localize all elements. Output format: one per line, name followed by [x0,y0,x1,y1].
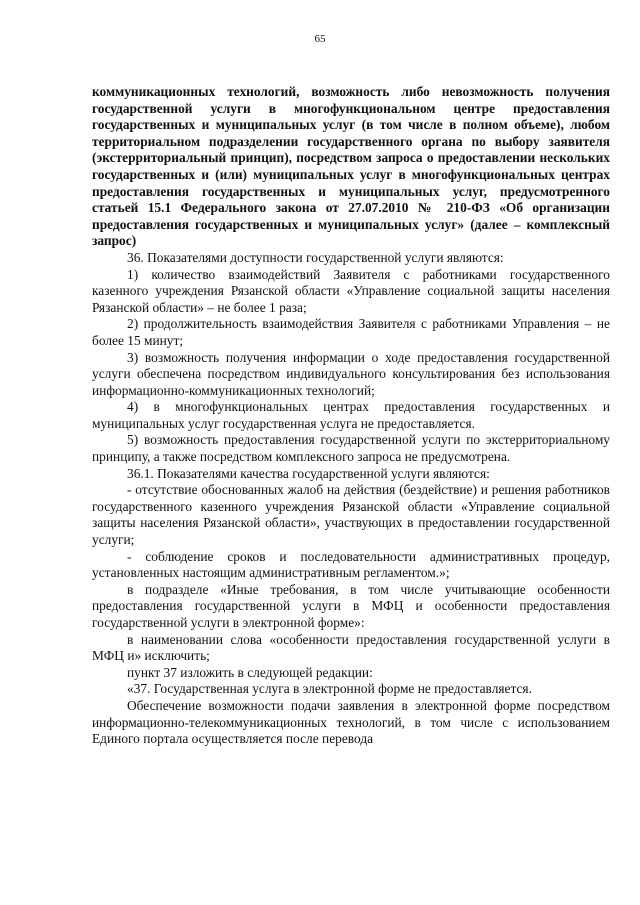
quality-item-2: - соблюдение сроков и последовательности административных процедур, установленных настоящим административным регламентом.»; [92,548,610,581]
electronic-form-paragraph: Обеспечение возможности подачи заявления в электронной форме посредством информационно-телекоммуникационных технологий, в том числе с использованием Единого портала осуществляется после перевода [92,697,610,747]
list-item-1: 1) количество взаимодействий Заявителя с работниками государственного казенного учреждения Рязанской области «Управление социальной защиты населения Рязанской области» – не более 1 раза; [92,266,610,315]
list-item-2: 2) продолжительность взаимодействия Заявителя с работниками Управления – не более 15 минут; [92,316,610,348]
point-37-text: «37. Государственная услуга в электронной форме не предоставляется. [127,681,532,697]
amendment-name: в наименовании слова «особенности предоставления государственной услуги в МФЦ и» исключить; [92,631,610,664]
paragraph-36: 36. Показателями доступности государственной услуги являются: [127,249,504,265]
amendment-subsection: в подразделе «Иные требования, в том числе учитывающие особенности предоставления государственной услуги в МФЦ и особенности предоставления государственной услуги в электронной форме»: [92,581,610,630]
list-item-4: 4) в многофункциональных центрах предоставления государственных и муниципальных услуг государственная услуга не предоставляется. [92,399,610,431]
paragraph-continuation-bold: коммуникационных технологий, возможность либо невозможность получения государственной услуги в многофункциональном центре предоставления государственных и муниципальных услуг (в том числе в полном объеме), любом территориальном подразделении государственного органа по выбору заявителя (экстерриториальный принцип), посредством запроса о предоставлении нескольких государственных и (или) муниципальных услуг в многофункциональных центрах предоставления государственных и муниципальных услуг, предусмотренного статьей 15.1 Федерального закона от 27.07.2010 № 210-ФЗ «Об организации предоставления государственных и муниципальных услуг» (далее – комплексный запрос) [92,84,610,249]
document-body [92,84,610,748]
list-item-5: 5) возможность предоставления государственной услуги по экстерриториальному принципу, а также посредством комплексного запроса не предусмотрена. [92,432,610,465]
list-item-3: 3) возможность получения информации о ходе предоставления государственной услуги обеспечена посредством индивидуального консультирования без использования информационно-коммуникационных технологий; [92,349,610,398]
page-number: 65 [314,33,326,45]
paragraph-36-1: 36.1. Показателями качества государственной услуги являются: [127,465,490,481]
quality-item-1: - отсутствие обоснованных жалоб на действия (бездействие) и решения работников государственного казенного учреждения Рязанской области «Управление социальной защиты населения Рязанской области», участвующих в предоставлении государственной услуги; [92,482,610,548]
amendment-point-37: пункт 37 изложить в следующей редакции: [127,664,373,680]
